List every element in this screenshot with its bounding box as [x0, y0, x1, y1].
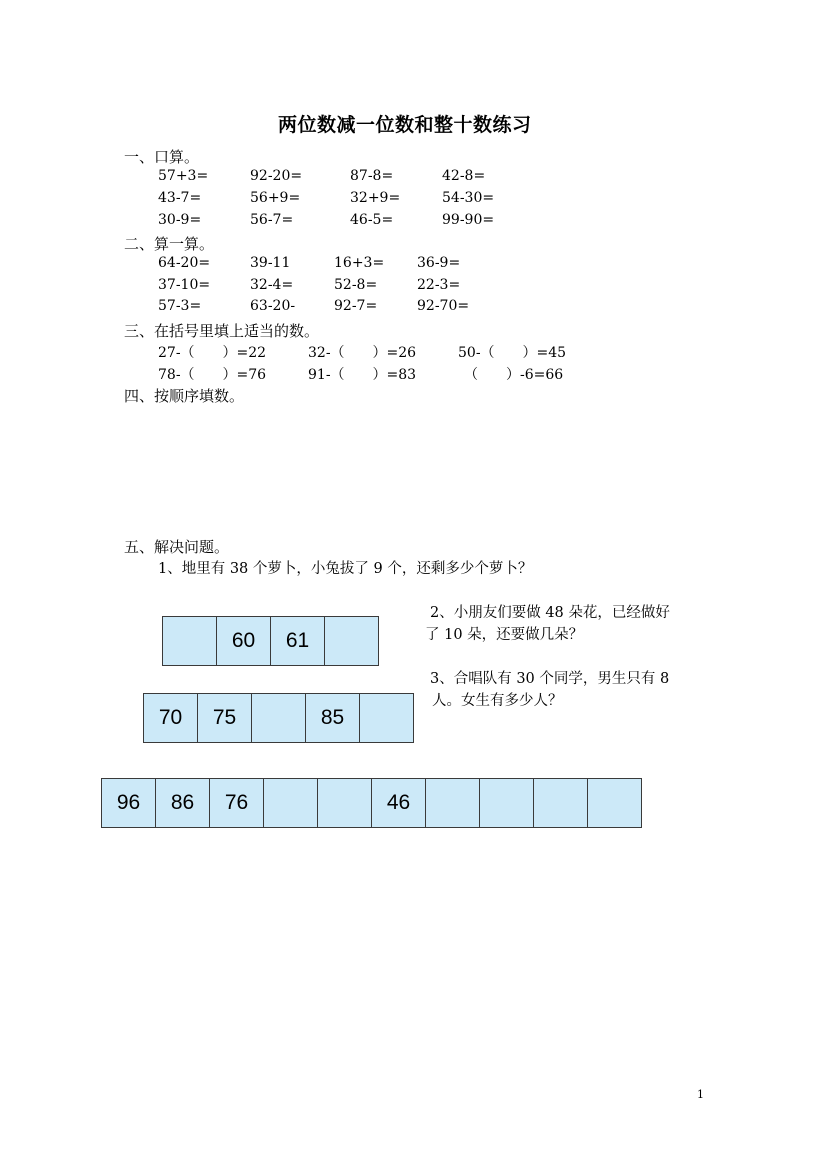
- problem: 32-4=: [250, 277, 294, 293]
- sequence-box[interactable]: 96: [101, 778, 156, 828]
- sequence-box[interactable]: [479, 778, 534, 828]
- section-4-heading: 四、按顺序填数。: [124, 387, 245, 405]
- problem: 22-3=: [417, 277, 461, 293]
- sequence-box[interactable]: 60: [216, 616, 271, 666]
- problem: 37-10=: [158, 277, 211, 293]
- problem: 63-20-: [250, 298, 296, 314]
- problem: 52-8=: [334, 277, 378, 293]
- sequence-box[interactable]: [324, 616, 379, 666]
- problem: 99-90=: [442, 212, 495, 228]
- problem: 56+9=: [250, 190, 301, 206]
- question-2-line-1: 2、小朋友们要做 48 朵花，已经做好: [430, 605, 670, 621]
- problem: 64-20=: [158, 255, 211, 271]
- sequence-row-3: [101, 778, 641, 828]
- sequence-box[interactable]: [425, 778, 480, 828]
- sequence-box[interactable]: 70: [143, 693, 198, 743]
- problem: 16+3=: [334, 255, 385, 271]
- problem: 92-20=: [250, 168, 303, 184]
- sequence-box[interactable]: [533, 778, 588, 828]
- fill-blank-problem: 50-（ ）=45: [458, 345, 567, 361]
- sequence-row-2: [143, 693, 413, 743]
- section-2-heading: 二、算一算。: [124, 235, 215, 253]
- problem: 30-9=: [158, 212, 202, 228]
- sequence-box[interactable]: [263, 778, 318, 828]
- problem: 57+3=: [158, 168, 209, 184]
- fill-blank-problem: 32-（ ）=26: [308, 345, 417, 361]
- section-3-heading: 三、在括号里填上适当的数。: [124, 322, 320, 340]
- problem: 39-11: [250, 255, 291, 271]
- sequence-box[interactable]: [359, 693, 414, 743]
- problem: 57-3=: [158, 298, 202, 314]
- sequence-box[interactable]: 75: [197, 693, 252, 743]
- sequence-box[interactable]: [317, 778, 372, 828]
- fill-blank-problem: 78-（ ）=76: [158, 367, 267, 383]
- sequence-row-1: [162, 616, 378, 666]
- problem: 32+9=: [350, 190, 401, 206]
- question-2-line-2: 了 10 朵，还要做几朵？: [425, 627, 584, 643]
- problem: 42-8=: [442, 168, 486, 184]
- question-3-line-2: 人。女生有多少人？: [432, 693, 563, 709]
- question-1: 1、地里有 38 个萝卜，小兔拔了 9 个，还剩多少个萝卜？: [158, 561, 533, 577]
- problem: 92-70=: [417, 298, 470, 314]
- problem: 92-7=: [334, 298, 378, 314]
- section-1-heading: 一、口算。: [124, 148, 200, 166]
- sequence-box[interactable]: [587, 778, 642, 828]
- fill-blank-problem: （ ）-6=66: [464, 367, 564, 383]
- section-5-heading: 五、解决问题。: [124, 538, 230, 556]
- problem: 87-8=: [350, 168, 394, 184]
- fill-blank-problem: 91-（ ）=83: [308, 367, 417, 383]
- question-3-line-1: 3、合唱队有 30 个同学，男生只有 8: [430, 671, 670, 687]
- problem: 43-7=: [158, 190, 202, 206]
- sequence-box[interactable]: 61: [270, 616, 325, 666]
- problem: 36-9=: [417, 255, 461, 271]
- problem: 56-7=: [250, 212, 294, 228]
- fill-blank-problem: 27-（ ）=22: [158, 345, 267, 361]
- sequence-box[interactable]: 85: [305, 693, 360, 743]
- page-number: 1: [697, 1088, 704, 1101]
- problem: 54-30=: [442, 190, 495, 206]
- sequence-box[interactable]: 46: [371, 778, 426, 828]
- sequence-box[interactable]: [251, 693, 306, 743]
- page-title: 两位数减一位数和整十数练习: [278, 114, 532, 136]
- sequence-box[interactable]: [162, 616, 217, 666]
- sequence-box[interactable]: 76: [209, 778, 264, 828]
- problem: 46-5=: [350, 212, 394, 228]
- sequence-box[interactable]: 86: [155, 778, 210, 828]
